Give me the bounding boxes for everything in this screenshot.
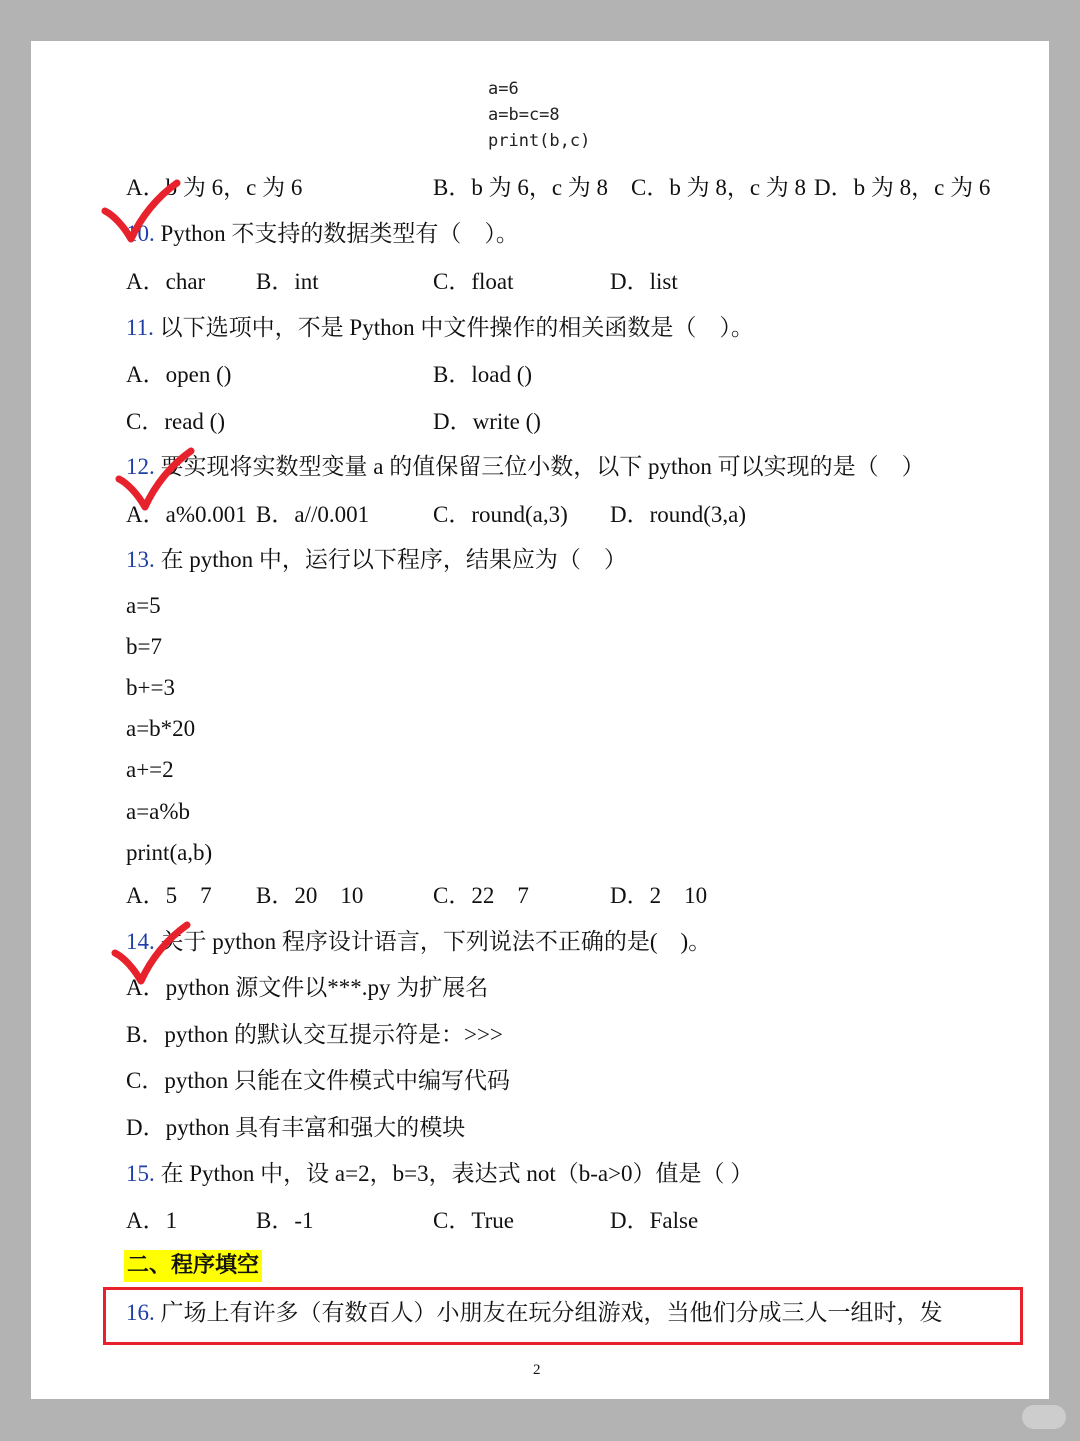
watermark-badge — [1022, 1405, 1066, 1429]
q12-option-d: D．round(3,a) — [610, 502, 747, 527]
q15-option-b: B．-1 — [256, 1208, 314, 1233]
code-line: print(b,c) — [488, 131, 591, 151]
q13-code-line: b=7 — [126, 634, 162, 659]
q13-option-c: C．22 7 — [433, 883, 529, 908]
question-text: 关于 python 程序设计语言，下列说法不正确的是( )。 — [160, 929, 712, 954]
question-number: 13. — [126, 547, 155, 572]
question-11 — [126, 313, 754, 343]
q13-code-line: print(a,b) — [126, 840, 213, 865]
q10-option-b: B．int — [256, 269, 319, 294]
q12-option-b: B．a//0.001 — [256, 502, 370, 527]
question-15 — [126, 1159, 753, 1189]
q10-option-c: C．float — [433, 269, 514, 294]
question-number: 14. — [126, 929, 155, 954]
q13-code-line: a+=2 — [126, 757, 174, 782]
q13-option-a: A．5 7 — [126, 883, 212, 908]
q11-option-d: D．write () — [433, 409, 541, 434]
q11-option-a: A．open () — [126, 362, 232, 387]
q12-option-a: A．a%0.001 — [126, 502, 247, 527]
question-16 — [126, 1298, 943, 1328]
question-12 — [126, 452, 925, 482]
question-number: 11. — [126, 315, 154, 340]
question-number: 10. — [126, 221, 155, 246]
q15-option-d: D．False — [610, 1208, 699, 1233]
q13-code-line: a=5 — [126, 593, 161, 618]
question-14 — [126, 927, 711, 957]
check-mark-icon — [115, 447, 195, 517]
q14-option-b: B．python 的默认交互提示符是：>>> — [126, 1022, 503, 1047]
q14-option-a: A．python 源文件以***.py 为扩展名 — [126, 975, 489, 1000]
question-number: 12. — [126, 454, 155, 479]
check-mark-icon — [111, 921, 191, 991]
check-mark-icon — [101, 179, 181, 249]
question-13 — [126, 545, 627, 575]
question-text: 在 python 中，运行以下程序，结果应为（ ） — [160, 547, 627, 572]
document-page — [31, 41, 1049, 1399]
q15-option-c: C．True — [433, 1208, 514, 1233]
section-heading: 二、程序填空 — [124, 1250, 262, 1282]
q12-option-c: C．round(a,3) — [433, 502, 568, 527]
question-text: 在 Python 中，设 a=2，b=3，表达式 not（b-a>0）值是（ ） — [160, 1161, 754, 1186]
question-number: 15. — [126, 1161, 155, 1186]
q11-option-b: B．load () — [433, 362, 533, 387]
q10-option-d: D．list — [610, 269, 678, 294]
q13-code-line: a=b*20 — [126, 716, 196, 741]
q9-option-d: D．b 为 8，c 为 6 — [814, 175, 991, 200]
code-line: a=6 — [488, 79, 519, 99]
question-text: 广场上有许多（有数百人）小朋友在玩分组游戏，当他们分成三人一组时，发 — [160, 1300, 943, 1325]
q13-code-line: b+=3 — [126, 675, 175, 700]
q14-option-d: D．python 具有丰富和强大的模块 — [126, 1115, 466, 1140]
question-10 — [126, 219, 519, 249]
q9-option-b: B．b 为 6，c 为 8 — [433, 175, 609, 200]
question-number: 16. — [126, 1300, 155, 1325]
q13-option-d: D．2 10 — [610, 883, 708, 908]
q14-option-c: C．python 只能在文件模式中编写代码 — [126, 1068, 510, 1093]
question-text: 以下选项中，不是 Python 中文件操作的相关函数是（ ）。 — [159, 315, 754, 340]
code-line: a=b=c=8 — [488, 105, 560, 125]
q9-option-c: C．b 为 8，c 为 8 — [631, 175, 807, 200]
q13-option-b: B．20 10 — [256, 883, 364, 908]
q13-code-line: a=a%b — [126, 799, 191, 824]
question-text: 要实现将实数型变量 a 的值保留三位小数，以下 python 可以实现的是（ ） — [160, 454, 925, 479]
q9-option-a: A．b 为 6，c 为 6 — [126, 175, 303, 200]
q15-option-a: A．1 — [126, 1208, 178, 1233]
q10-option-a: A．char — [126, 269, 206, 294]
page-number: 2 — [533, 1362, 541, 1378]
question-text: Python 不支持的数据类型有（ ）。 — [160, 221, 519, 246]
q11-option-c: C．read () — [126, 409, 225, 434]
